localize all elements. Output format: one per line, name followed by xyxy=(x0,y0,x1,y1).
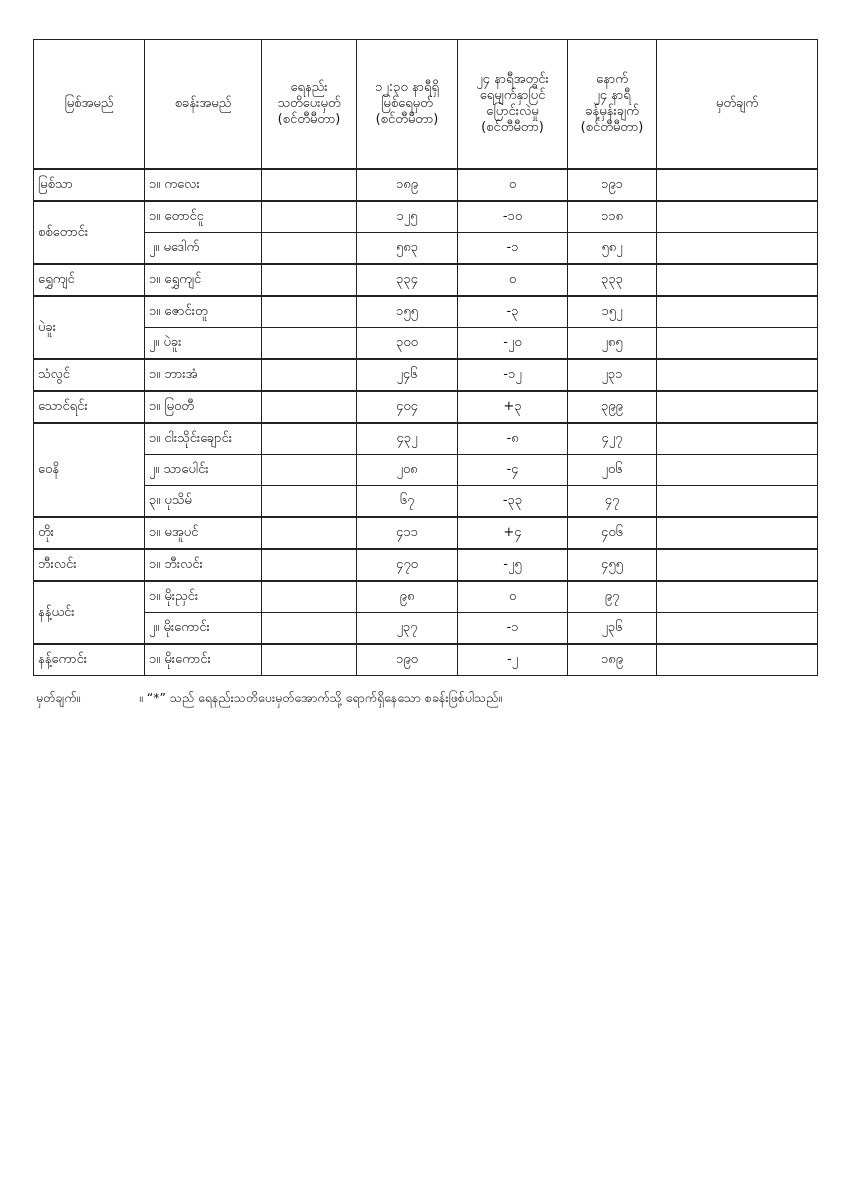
table-row xyxy=(34,264,818,296)
forecast-cell: ၂၀၆ xyxy=(568,455,657,486)
water-level-cell: ၆၇ xyxy=(357,486,458,518)
forecast-cell: ၁၉၁ xyxy=(568,169,657,201)
station-name-cell: ၁။ ငါးသိုင်းချောင်း xyxy=(145,423,262,455)
water-level-cell: ၄၁၁ xyxy=(357,517,458,549)
change-cell: -၄ xyxy=(458,455,568,486)
station-name-cell: ၃။ ပုသိမ် xyxy=(145,486,262,518)
change-cell: +၃ xyxy=(458,391,568,423)
remark-cell xyxy=(657,517,818,549)
table-row xyxy=(34,549,818,581)
forecast-cell: ၂၃၆ xyxy=(568,613,657,645)
station-name-cell: ၁။ ဇောင်းတူ xyxy=(145,296,262,328)
forecast-cell: ၄၀၆ xyxy=(568,517,657,549)
header-line: ၂၄ နာရီ xyxy=(593,88,631,103)
water-level-cell: ၂၄၆ xyxy=(357,359,458,391)
remark-cell xyxy=(657,296,818,328)
header-line: ရေနည်း xyxy=(290,80,328,95)
header-line: မြစ်အမည် xyxy=(64,96,114,111)
forecast-cell: ၄၅၅ xyxy=(568,549,657,581)
header-line: နောက် xyxy=(596,72,628,87)
header-river xyxy=(34,40,145,170)
remark-cell xyxy=(657,328,818,360)
remark-cell xyxy=(657,423,818,455)
river-name-cell: စစ်တောင်း xyxy=(34,201,145,264)
water-level-cell: ၁၅၅ xyxy=(357,296,458,328)
water-level-cell: ၉၈ xyxy=(357,581,458,613)
water-level-cell: ၅၈၃ xyxy=(357,233,458,265)
remark-cell xyxy=(657,549,818,581)
table-row xyxy=(34,423,818,455)
forecast-cell: ၄၂၇ xyxy=(568,423,657,455)
footnote-text: ။ “*” သည် ရေနည်းသတိပေးမှတ်အောက်သို့ ရောက်ရှိနေသော စခန်းဖြစ်ပါသည်။ xyxy=(139,690,503,705)
station-name-cell: ၁။ ဘားအံ xyxy=(145,359,262,391)
remark-cell xyxy=(657,201,818,233)
change-cell: -၁ xyxy=(458,233,568,265)
table-body xyxy=(34,169,818,676)
station-name-cell: ၁။ မြဝတီ xyxy=(145,391,262,423)
header-line: မှတ်ချက် xyxy=(715,96,759,111)
remark-cell xyxy=(657,613,818,645)
table-row xyxy=(34,359,818,391)
remark-cell xyxy=(657,169,818,201)
water-level-cell: ၁၈၉ xyxy=(357,169,458,201)
forecast-cell: ၂၈၅ xyxy=(568,328,657,360)
station-name-cell: ၁။ မအူပင် xyxy=(145,517,262,549)
danger-level-cell xyxy=(262,549,357,581)
change-cell: -၃၃ xyxy=(458,486,568,518)
river-name-cell: သောင်ရင်း xyxy=(34,391,145,423)
remark-cell xyxy=(657,233,818,265)
forecast-cell: ၁၁၈ xyxy=(568,201,657,233)
header-line: (စင်တီမီတာ) xyxy=(277,112,341,127)
station-name-cell: ၁။ ဘီးလင်း xyxy=(145,549,262,581)
header-remark xyxy=(657,40,818,170)
table-row xyxy=(34,517,818,549)
danger-level-cell xyxy=(262,644,357,676)
river-level-table xyxy=(33,39,818,676)
change-cell: -၂၅ xyxy=(458,549,568,581)
remark-cell xyxy=(657,359,818,391)
forecast-cell: ၃၉၉ xyxy=(568,391,657,423)
river-name-cell: ဘီးလင်း xyxy=(34,549,145,581)
header-forecast xyxy=(568,40,657,170)
header-water-level xyxy=(357,40,458,170)
change-cell: -၈ xyxy=(458,423,568,455)
river-name-cell: တိုး xyxy=(34,517,145,549)
forecast-cell: ၁၅၂ xyxy=(568,296,657,328)
change-cell: -၂၀ xyxy=(458,328,568,360)
station-name-cell: ၁။ တောင်ငူ xyxy=(145,201,262,233)
forecast-cell: ၉၇ xyxy=(568,581,657,613)
water-level-cell: ၄၇၀ xyxy=(357,549,458,581)
danger-level-cell xyxy=(262,296,357,328)
station-name-cell: ၁။ မိုးညှင်း xyxy=(145,581,262,613)
table-header-row xyxy=(34,40,818,170)
water-level-cell: ၁၂၅ xyxy=(357,201,458,233)
change-cell: -၂ xyxy=(458,644,568,676)
header-line: (စင်တီမီတာ) xyxy=(580,120,644,135)
water-level-cell: ၄၀၄ xyxy=(357,391,458,423)
danger-level-cell xyxy=(262,201,357,233)
change-cell: ၀ xyxy=(458,264,568,296)
remark-cell xyxy=(657,391,818,423)
change-cell: -၁ xyxy=(458,613,568,645)
forecast-cell: ၂၃၁ xyxy=(568,359,657,391)
table-row xyxy=(34,644,818,676)
change-cell: -၁၂ xyxy=(458,359,568,391)
forecast-cell: ၁၈၉ xyxy=(568,644,657,676)
danger-level-cell xyxy=(262,423,357,455)
header-line: ရေမျက်နှာပြင် xyxy=(479,88,546,103)
river-name-cell: ရွှေကျင် xyxy=(34,264,145,296)
danger-level-cell xyxy=(262,328,357,360)
table-row xyxy=(34,455,818,486)
forecast-cell: ၃၃၃ xyxy=(568,264,657,296)
danger-level-cell xyxy=(262,455,357,486)
header-line: ပြောင်းလဲမှု xyxy=(486,104,539,119)
remark-cell xyxy=(657,264,818,296)
header-line: (စင်တီမီတာ) xyxy=(375,112,439,127)
table-row xyxy=(34,296,818,328)
change-cell: +၄ xyxy=(458,517,568,549)
header-24h-change xyxy=(458,40,568,170)
table-row xyxy=(34,613,818,645)
station-name-cell: ၂။ မဒေါက် xyxy=(145,233,262,265)
water-level-cell: ၂၃၇ xyxy=(357,613,458,645)
remark-cell xyxy=(657,581,818,613)
remark-cell xyxy=(657,644,818,676)
danger-level-cell xyxy=(262,391,357,423)
header-line: ၂၄ နာရီအတွင်း xyxy=(476,72,549,87)
remark-cell xyxy=(657,455,818,486)
river-name-cell: မြစ်သာ xyxy=(34,169,145,201)
table-row xyxy=(34,201,818,233)
header-line: ၁၂:၃၀ နာရီရှိ xyxy=(375,80,439,95)
footnote-label: မှတ်ချက်။ xyxy=(36,690,81,705)
station-name-cell: ၁။ ရွှေကျင် xyxy=(145,264,262,296)
danger-level-cell xyxy=(262,517,357,549)
header-station xyxy=(145,40,262,170)
river-name-cell: နန့်ယင်း xyxy=(34,581,145,644)
table-row xyxy=(34,233,818,265)
water-level-cell: ၃၃၄ xyxy=(357,264,458,296)
water-level-cell: ၄၃၂ xyxy=(357,423,458,455)
remark-cell xyxy=(657,486,818,518)
station-name-cell: ၂။ မိုးကောင်း xyxy=(145,613,262,645)
water-level-cell: ၂၀၈ xyxy=(357,455,458,486)
header-line: စခန်းအမည် xyxy=(174,96,232,111)
danger-level-cell xyxy=(262,581,357,613)
header-line: (စင်တီမီတာ) xyxy=(481,120,544,135)
river-name-cell: ဝေနိ xyxy=(34,423,145,517)
forecast-cell: ၄၇ xyxy=(568,486,657,518)
danger-level-cell xyxy=(262,359,357,391)
header-line: သတိပေးမှတ် xyxy=(277,96,341,111)
danger-level-cell xyxy=(262,169,357,201)
table-row xyxy=(34,328,818,360)
forecast-cell: ၅၈၂ xyxy=(568,233,657,265)
danger-level-cell xyxy=(262,486,357,518)
table-row xyxy=(34,169,818,201)
danger-level-cell xyxy=(262,264,357,296)
water-level-cell: ၃၀၀ xyxy=(357,328,458,360)
change-cell: ၀ xyxy=(458,169,568,201)
change-cell: -၁၀ xyxy=(458,201,568,233)
water-level-cell: ၁၉၀ xyxy=(357,644,458,676)
table-row xyxy=(34,486,818,518)
station-name-cell: ၁။ မိုးကောင်း xyxy=(145,644,262,676)
station-name-cell: ၁။ ကလေး xyxy=(145,169,262,201)
header-line: မြစ်ရေမှတ် xyxy=(381,96,433,111)
station-name-cell: ၂။ သာပေါင်း xyxy=(145,455,262,486)
river-name-cell: သံလွင် xyxy=(34,359,145,391)
station-name-cell: ၂။ ပဲခူး xyxy=(145,328,262,360)
danger-level-cell xyxy=(262,613,357,645)
header-danger-level xyxy=(262,40,357,170)
danger-level-cell xyxy=(262,233,357,265)
river-name-cell: ပဲခူး xyxy=(34,296,145,359)
table-row xyxy=(34,581,818,613)
river-name-cell: နန့်ကောင်း xyxy=(34,644,145,676)
change-cell: -၃ xyxy=(458,296,568,328)
change-cell: ၀ xyxy=(458,581,568,613)
table-row xyxy=(34,391,818,423)
header-line: ခန့်မှန်းချက် xyxy=(585,104,639,119)
